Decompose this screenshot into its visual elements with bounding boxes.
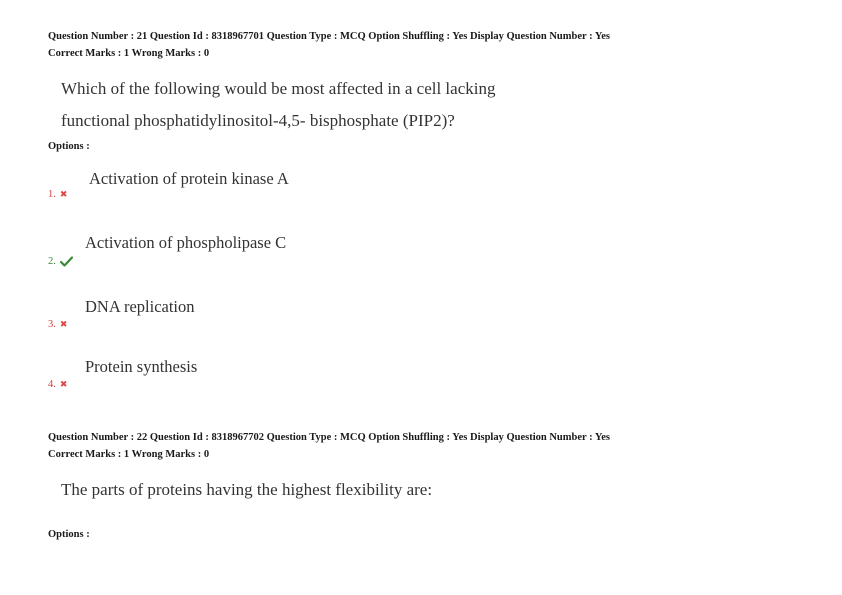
cross-icon: ✖ [59, 189, 68, 199]
option-1-text: Activation of protein kinase A [89, 169, 289, 188]
option-3-number [48, 319, 67, 330]
option-number: 2. [48, 256, 56, 267]
option-2-number [48, 256, 73, 267]
option-2-text: Activation of phospholipase C [85, 233, 287, 252]
question-header-line: Question Number : 22 Question Id : 8318967702 Question Type : MCQ Option Shuffling : Yes Display Question Number : Yes [48, 432, 611, 443]
question-text-line-2: functional phosphatidylinositol-4,5- bisphosphate (PIP2)? [61, 111, 455, 130]
option-number: 1. [48, 189, 56, 200]
option-number: 4. [48, 379, 56, 390]
option-3-text: DNA replication [85, 297, 195, 316]
marks-line: Correct Marks : 1 Wrong Marks : 0 [48, 48, 210, 59]
question-text-line-1: Which of the following would be most affected in a cell lacking [61, 79, 496, 98]
options-label: Options : [48, 529, 90, 540]
cross-icon: ✖ [59, 379, 68, 389]
option-4-number [48, 379, 67, 390]
check-icon [60, 256, 73, 267]
cross-icon: ✖ [59, 319, 68, 329]
question-header-line: Question Number : 21 Question Id : 8318967701 Question Type : MCQ Option Shuffling : Yes Display Question Number : Yes [48, 31, 611, 42]
options-label: Options : [48, 141, 90, 152]
option-number: 3. [48, 319, 56, 330]
option-1-number [48, 189, 67, 200]
option-4-text: Protein synthesis [85, 357, 198, 376]
marks-line: Correct Marks : 1 Wrong Marks : 0 [48, 449, 210, 460]
question-text-line-1: The parts of proteins having the highest flexibility are: [61, 480, 433, 499]
